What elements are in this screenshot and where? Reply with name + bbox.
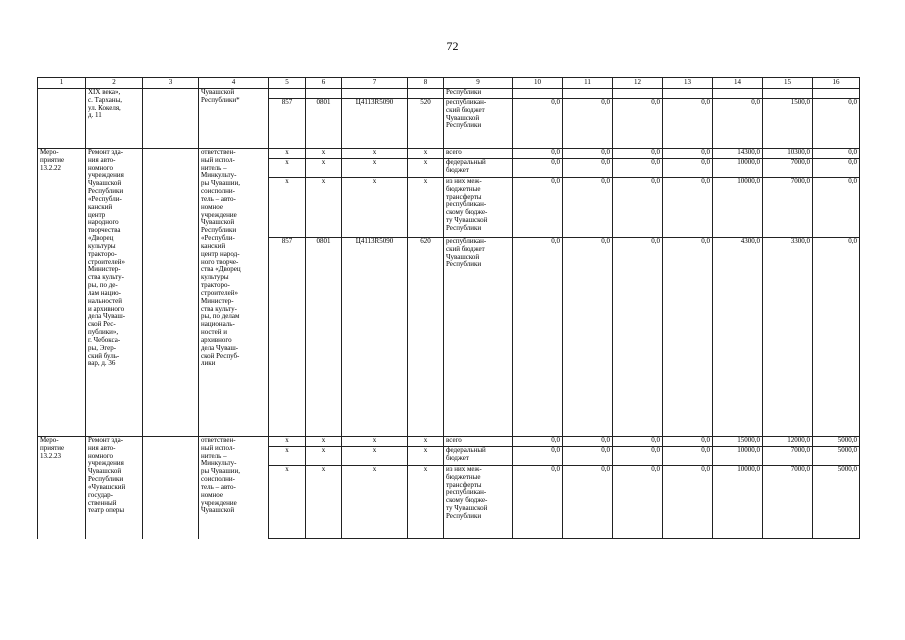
funding-source: республикан- ский бюджет Чувашской Республики bbox=[444, 99, 513, 149]
cell-value: 5000,0 bbox=[813, 466, 860, 539]
column-header: 11 bbox=[563, 78, 613, 89]
table-row bbox=[38, 149, 860, 159]
cell-value: 14300,0 bbox=[713, 149, 763, 159]
cell-value: 0,0 bbox=[663, 437, 713, 447]
cell-value: 0,0 bbox=[513, 149, 563, 159]
object-description: XIX века», с. Тарханы, ул. Кокеля, д. 11 bbox=[86, 89, 143, 149]
cell-value: 0,0 bbox=[663, 159, 713, 178]
cell-value: 0,0 bbox=[713, 99, 763, 149]
cell-target-article: Ц4113R5090 bbox=[342, 99, 408, 149]
cell-value: 0,0 bbox=[563, 466, 613, 539]
cell-section: x bbox=[306, 149, 342, 159]
column-header: 3 bbox=[143, 78, 199, 89]
cell-value: 0,0 bbox=[613, 159, 663, 178]
cell-value: 0,0 bbox=[513, 437, 563, 447]
cell-ministry: 857 bbox=[269, 238, 306, 437]
cell-ministry: x bbox=[269, 447, 306, 466]
cell-expense-type: 620 bbox=[408, 238, 444, 437]
cell-value: 0,0 bbox=[563, 99, 613, 149]
cell-value: 0,0 bbox=[813, 99, 860, 149]
cell-section: 0801 bbox=[306, 238, 342, 437]
object-description: Ремонт зда- ния авто- номного учреждения Чувашской Республики «Чувашский государ- ственный театр оперы bbox=[86, 437, 143, 539]
cell-ministry: 857 bbox=[269, 99, 306, 149]
page-number: 72 bbox=[446, 39, 459, 53]
cell-target-article: x bbox=[342, 149, 408, 159]
cell-value: 7000,0 bbox=[763, 447, 813, 466]
funding-source: из них меж- бюджетные трансферты республикан- скому бюдже- ту Чувашской Республики bbox=[444, 178, 513, 238]
cell-expense-type: x bbox=[408, 178, 444, 238]
cell-value: 0,0 bbox=[813, 178, 860, 238]
cell-value: 0,0 bbox=[513, 159, 563, 178]
cell-value: 0,0 bbox=[513, 99, 563, 149]
cell-value: 0,0 bbox=[663, 238, 713, 437]
budget-table bbox=[37, 77, 860, 539]
measure-number: Меро- приятие 13.2.23 bbox=[38, 437, 86, 539]
cell-target-article: Ц4113R5090 bbox=[342, 238, 408, 437]
cell-expense-type: x bbox=[408, 159, 444, 178]
cell-value: 0,0 bbox=[563, 447, 613, 466]
cell-section: x bbox=[306, 159, 342, 178]
column-header: 12 bbox=[613, 78, 663, 89]
cell-ministry: x bbox=[269, 437, 306, 447]
cell-value: 0,0 bbox=[663, 447, 713, 466]
cell-value: 0,0 bbox=[663, 99, 713, 149]
cell-value: 0,0 bbox=[613, 238, 663, 437]
funding-source: федеральный бюджет bbox=[444, 159, 513, 178]
cell-target-article: x bbox=[342, 466, 408, 539]
cell-value: 12000,0 bbox=[763, 437, 813, 447]
cell-value: 4300,0 bbox=[713, 238, 763, 437]
column-header: 13 bbox=[663, 78, 713, 89]
cell-value: 0,0 bbox=[513, 238, 563, 437]
cell-value: 0,0 bbox=[613, 99, 663, 149]
cell-value: 0,0 bbox=[563, 159, 613, 178]
cell-ministry: x bbox=[269, 149, 306, 159]
funding-source: Республики bbox=[444, 89, 513, 99]
cell-value: 0,0 bbox=[513, 466, 563, 539]
object-description: Ремонт зда- ния авто- номного учреждения Чувашской Республики «Республи- канский центр народного творчества «Дворец культуры тракторо- строителей» Министер- ства культу- ры, по де- лам нацио- нальностей и архивного дела Чуваш- ской Рес- публики», г. Чебокса- ры, Эгер- ский буль- вар, д. 36 bbox=[86, 149, 143, 437]
funding-source: всего bbox=[444, 149, 513, 159]
cell-value: 7000,0 bbox=[763, 159, 813, 178]
cell-section: 0801 bbox=[306, 99, 342, 149]
cell-value: 10000,0 bbox=[713, 178, 763, 238]
column-header: 5 bbox=[269, 78, 306, 89]
measure-number: Меро- приятие 13.2.22 bbox=[38, 149, 86, 437]
cell-value: 0,0 bbox=[563, 437, 613, 447]
cell-value: 0,0 bbox=[613, 466, 663, 539]
cell-value: 0,0 bbox=[513, 178, 563, 238]
column-header: 14 bbox=[713, 78, 763, 89]
responsible-executor: Чувашской Республики* bbox=[199, 89, 269, 149]
cell-value: 10000,0 bbox=[713, 447, 763, 466]
cell-value: 10000,0 bbox=[713, 159, 763, 178]
column-header: 16 bbox=[813, 78, 860, 89]
cell-value: 0,0 bbox=[813, 149, 860, 159]
column-header: 1 bbox=[38, 78, 86, 89]
cell-value: 0,0 bbox=[613, 447, 663, 466]
cell-value: 7000,0 bbox=[763, 178, 813, 238]
column-header: 4 bbox=[199, 78, 269, 89]
cell-ministry: x bbox=[269, 159, 306, 178]
funding-source: всего bbox=[444, 437, 513, 447]
funding-source: из них меж- бюджетные трансферты республикан- скому бюдже- ту Чувашской Республики bbox=[444, 466, 513, 539]
column-header: 6 bbox=[306, 78, 342, 89]
cell-target-article: x bbox=[342, 437, 408, 447]
cell-value: 0,0 bbox=[513, 447, 563, 466]
column-header-row bbox=[38, 78, 860, 89]
cell-section: x bbox=[306, 466, 342, 539]
funding-source: республикан- ский бюджет Чувашской Республики bbox=[444, 238, 513, 437]
funding-source: федеральный бюджет bbox=[444, 447, 513, 466]
table-row bbox=[38, 437, 860, 447]
cell-expense-type: x bbox=[408, 466, 444, 539]
cell-value: 10300,0 bbox=[763, 149, 813, 159]
cell-expense-type: 520 bbox=[408, 99, 444, 149]
cell-expense-type: x bbox=[408, 437, 444, 447]
cell-value: 0,0 bbox=[613, 149, 663, 159]
column-header: 2 bbox=[86, 78, 143, 89]
cell-value: 7000,0 bbox=[763, 466, 813, 539]
cell-value: 0,0 bbox=[613, 178, 663, 238]
cell-target-article: x bbox=[342, 447, 408, 466]
cell-value: 0,0 bbox=[663, 466, 713, 539]
cell-value: 0,0 bbox=[813, 238, 860, 437]
responsible-executor: ответствен- ный испол- нитель – Минкульту- ры Чувашии, соисполни- тель – авто- номное учреждение Чувашской bbox=[199, 437, 269, 539]
cell-value: 5000,0 bbox=[813, 447, 860, 466]
column-header: 9 bbox=[444, 78, 513, 89]
responsible-executor: ответствен- ный испол- нитель – Минкульту- ры Чувашии, соисполни- тель – авто- номное учреждение Чувашской Республики «Республи- канский центр народ- ного творче- ства «Дворец культуры тракторо- строителей» Министер- ства культу- ры, по делам националь- ностей и архивного дела Чуваш- ской Респуб- лики bbox=[199, 149, 269, 437]
cell-expense-type: x bbox=[408, 447, 444, 466]
cell-value: 5000,0 bbox=[813, 437, 860, 447]
cell-ministry: x bbox=[269, 178, 306, 238]
column-header: 10 bbox=[513, 78, 563, 89]
cell-expense-type: x bbox=[408, 149, 444, 159]
cell-target-article: x bbox=[342, 159, 408, 178]
cell-ministry: x bbox=[269, 466, 306, 539]
cell-value: 15000,0 bbox=[713, 437, 763, 447]
column-header: 7 bbox=[342, 78, 408, 89]
cell-value: 0,0 bbox=[563, 178, 613, 238]
cell-target-article: x bbox=[342, 178, 408, 238]
cell-value: 0,0 bbox=[563, 149, 613, 159]
cell-section: x bbox=[306, 437, 342, 447]
table-row bbox=[38, 89, 860, 99]
cell-value: 0,0 bbox=[663, 178, 713, 238]
cell-value: 0,0 bbox=[563, 238, 613, 437]
cell-value: 0,0 bbox=[813, 159, 860, 178]
cell-value: 10000,0 bbox=[713, 466, 763, 539]
column-header: 8 bbox=[408, 78, 444, 89]
cell-section: x bbox=[306, 447, 342, 466]
cell-section: x bbox=[306, 178, 342, 238]
cell-value: 0,0 bbox=[663, 149, 713, 159]
cell-value: 1500,0 bbox=[763, 99, 813, 149]
cell-value: 3300,0 bbox=[763, 238, 813, 437]
column-header: 15 bbox=[763, 78, 813, 89]
cell-value: 0,0 bbox=[613, 437, 663, 447]
